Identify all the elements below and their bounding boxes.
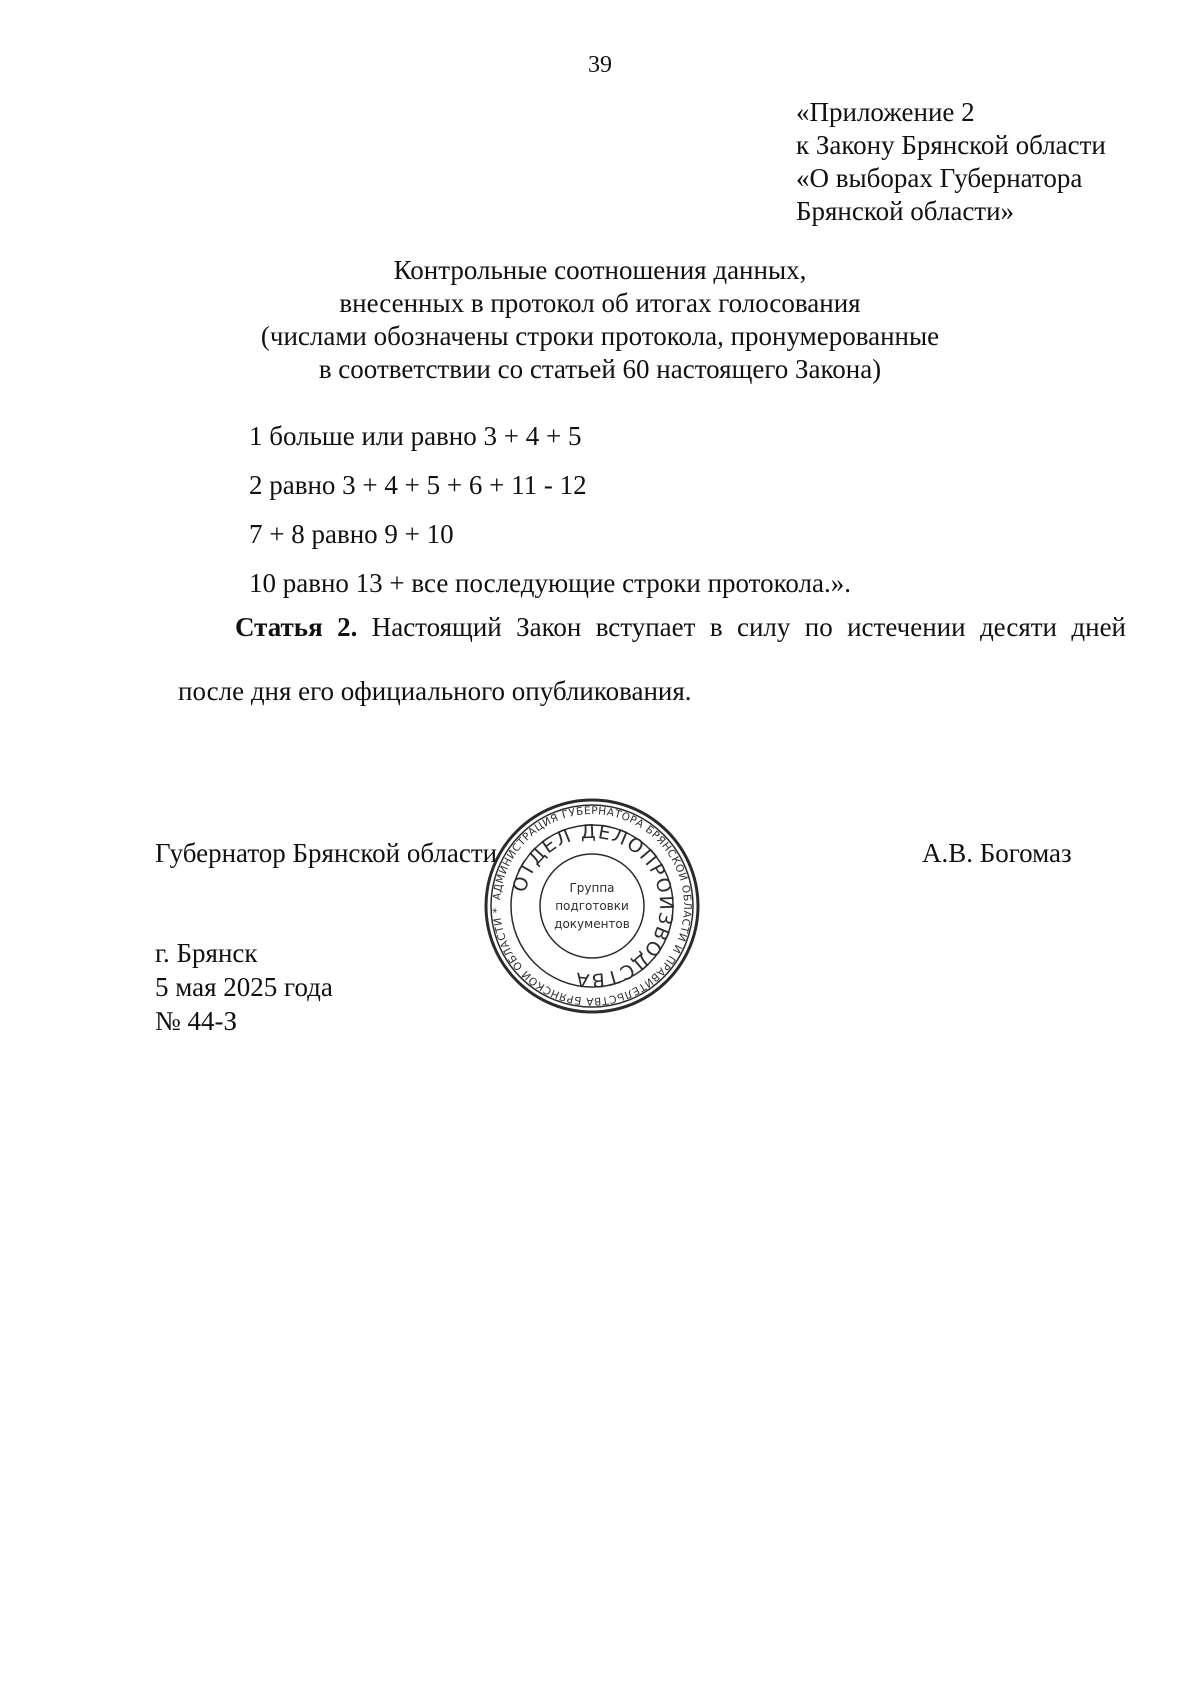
signatory-name: А.В. Богомаз <box>922 838 1072 868</box>
page-number: 39 <box>588 52 612 78</box>
stamp-center-line: подготовки <box>555 899 629 913</box>
heading-line: внесенных в протокол об итогах голосования <box>339 288 861 318</box>
appendix-header <box>796 96 1106 228</box>
stamp-center-line: Группа <box>569 881 615 895</box>
official-stamp <box>482 796 702 1016</box>
heading-line: в соответствии со статьей 60 настоящего Закона) <box>318 354 882 384</box>
appendix-line: Брянской области» <box>796 196 1015 226</box>
law-number: № 44-З <box>155 1006 238 1036</box>
section-heading <box>0 254 1200 386</box>
control-ratio: 10 равно 13 + все последующие строки протокола.». <box>249 568 851 598</box>
control-ratio: 7 + 8 равно 9 + 10 <box>249 519 454 549</box>
heading-line: Контрольные соотношения данных, <box>393 255 807 285</box>
stamp-middle-text: ОТДЕЛ ДЕЛОПРОИЗВОДСТВА <box>508 820 678 992</box>
article-text: Настоящий Закон вступает в силу по истечении десяти дней <box>357 612 1126 642</box>
stamp-center-line: документов <box>554 917 630 931</box>
stamp-icon <box>482 796 702 1016</box>
date: 5 мая 2025 года <box>155 972 333 1002</box>
article-label: Статья 2. <box>235 612 358 642</box>
article-2 <box>178 610 1126 708</box>
appendix-line: «Приложение 2 <box>796 97 975 127</box>
control-ratio: 1 больше или равно 3 + 4 + 5 <box>249 421 582 451</box>
article-first-line <box>178 610 1126 644</box>
place-and-date <box>155 936 333 1038</box>
stamp-outer-text: АДМИНИСТРАЦИЯ ГУБЕРНАТОРА БРЯНСКОЙ ОБЛАСТИ И ПРАВИТЕЛЬСТВА БРЯНСКОЙ ОБЛАСТИ * <box>490 804 694 1008</box>
appendix-line: к Закону Брянской области <box>796 130 1106 160</box>
heading-line: (числами обозначены строки протокола, пронумерованные <box>260 321 940 351</box>
appendix-line: «О выборах Губернатора <box>796 163 1083 193</box>
article-second-line: после дня его официального опубликования. <box>178 676 692 706</box>
control-ratio: 2 равно 3 + 4 + 5 + 6 + 11 - 12 <box>249 470 587 500</box>
signatory-position: Губернатор Брянской области <box>155 838 498 868</box>
city: г. Брянск <box>155 938 258 968</box>
control-ratios-list <box>249 412 851 608</box>
